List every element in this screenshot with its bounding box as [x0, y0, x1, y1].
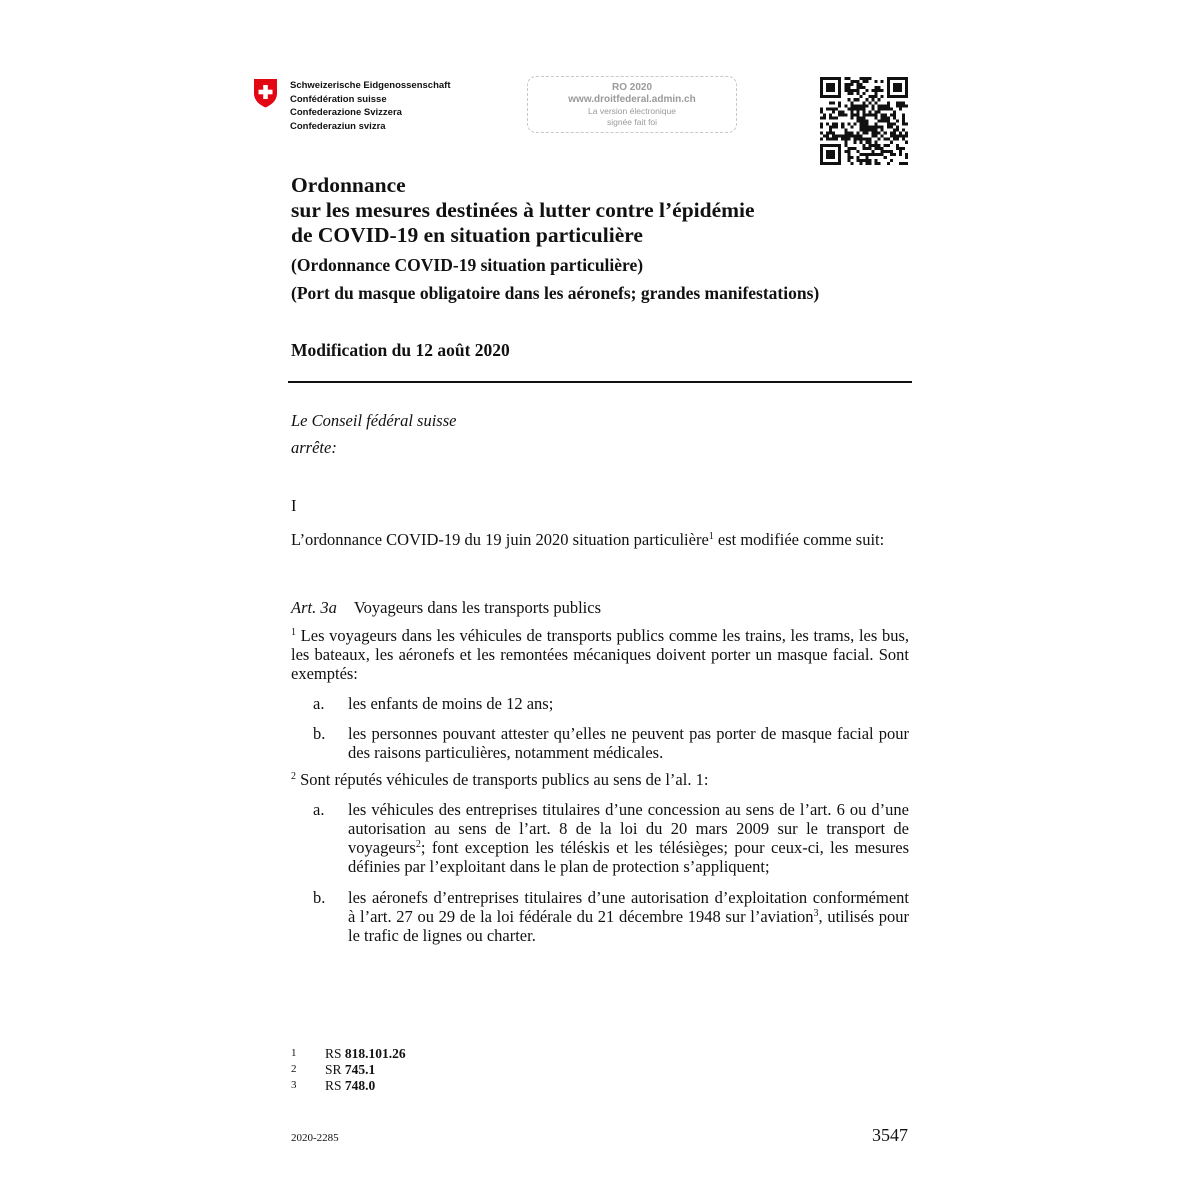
footnote-ref-2: 2 [415, 839, 421, 850]
article-heading [291, 598, 909, 617]
article-title: Voyageurs dans les transports publics [353, 598, 602, 617]
paragraph-2 [291, 770, 909, 789]
footnote-reference: 748.0 [344, 1078, 376, 1093]
footnote-reference: 818.101.26 [344, 1046, 406, 1061]
list-item-text: les enfants de moins de 12 ans; [348, 694, 554, 713]
title-divider [288, 381, 912, 383]
item-a-text-after: ; font exception les téléskis et les télésièges; pour ceux-ci, les mesures définies par l’exploitant dans le plan de protection s’appliquent; [348, 838, 909, 876]
official-publication-stamp [527, 76, 737, 133]
paragraph-2-number: 2 [291, 771, 296, 782]
intro-paragraph [291, 530, 909, 549]
footnote-reference: 745.1 [344, 1062, 376, 1077]
confederation-name-it: Confederazione Svizzera [290, 107, 402, 118]
item-b-text-after: , utilisés pour le trafic de lignes ou charter. [348, 907, 910, 945]
page-number: 3547 [872, 1125, 908, 1145]
qr-code-icon [820, 77, 908, 165]
stamp-note-line1: La version électronique [588, 106, 676, 116]
list-item [313, 888, 909, 945]
footnote-number: 2 [291, 1063, 297, 1075]
list-item [313, 694, 909, 713]
preamble-authority: Le Conseil fédéral suisse [291, 411, 457, 430]
item-a-text-before: les véhicules des entreprises titulaires d’une concession au sens de l’art. 6 ou d’une autorisation au sens de l’art. 8 de la loi du 20 mars 2009 sur le transport de voyageurs [348, 800, 909, 857]
document-number: 2020-2285 [291, 1132, 339, 1144]
footnote-prefix: RS [325, 1046, 342, 1061]
stamp-website: www.droitfederal.admin.ch [568, 94, 696, 105]
list-item-letter: a. [313, 800, 325, 819]
swiss-coat-of-arms-icon [253, 78, 278, 108]
list-item [313, 800, 909, 876]
footnote-number: 3 [291, 1079, 297, 1091]
list-item-letter: b. [313, 888, 326, 907]
confederation-name-fr: Confédération suisse [290, 93, 387, 105]
confederation-names [290, 79, 451, 133]
title-line-1: Ordonnance [291, 173, 406, 197]
confederation-name-de: Schweizerische Eidgenossenschaft [290, 80, 451, 91]
title-line-2: sur les mesures destinées à lutter contre l’épidémie [291, 198, 755, 222]
section-number: I [291, 496, 297, 515]
document-title [291, 173, 755, 248]
footnote-prefix: RS [325, 1078, 342, 1093]
footnote [291, 1079, 375, 1094]
list-item-letter: a. [313, 694, 325, 713]
paragraph-2-text: Sont réputés véhicules de transports publics au sens de l’al. 1: [300, 770, 709, 789]
preamble-decree: arrête: [291, 438, 337, 457]
footnote-prefix: SR [325, 1062, 342, 1077]
title-line-3: de COVID-19 en situation particulière [291, 223, 643, 247]
stamp-ro-number: RO 2020 [611, 82, 653, 93]
list-item-text [348, 800, 909, 876]
footnote-ref-3: 3 [813, 908, 819, 919]
footnote-number: 1 [291, 1047, 297, 1059]
list-item-text [348, 888, 909, 945]
modification-date: Modification du 12 août 2020 [291, 340, 510, 360]
modification-subject: (Port du masque obligatoire dans les aéronefs; grandes manifestations) [291, 283, 820, 303]
intro-text-after: est modifiée comme suit: [713, 530, 885, 549]
paragraph-1 [291, 626, 909, 683]
item-b-text-before: les aéronefs d’entreprises titulaires d’une autorisation d’exploitation conformément à l’art. 27 ou 29 de la loi fédérale du 21 décembre 1948 sur l’aviation [348, 888, 909, 926]
intro-text-before: L’ordonnance COVID-19 du 19 juin 2020 situation particulière [291, 530, 709, 549]
short-title: (Ordonnance COVID-19 situation particulière) [291, 255, 644, 275]
footnote [291, 1047, 406, 1062]
footnote [291, 1063, 375, 1078]
article-number: Art. 3a [291, 598, 337, 617]
stamp-note-line2: signée fait foi [606, 116, 658, 127]
list-item-text: les personnes pouvant attester qu’elles ne peuvent pas porter de masque facial pour des raisons particulières, notamment médicales. [348, 724, 909, 762]
list-item [313, 724, 909, 762]
list-item-letter: b. [313, 724, 326, 743]
confederation-name-rm: Confederaziun svizra [290, 120, 386, 132]
paragraph-1-text: Les voyageurs dans les véhicules de transports publics comme les trains, les trams, les bus, les bateaux, les aéronefs et les remontées mécaniques doivent porter un masque facial. Sont exemptés: [291, 626, 909, 683]
footnote-ref-1: 1 [708, 531, 714, 542]
paragraph-1-number: 1 [291, 627, 296, 638]
